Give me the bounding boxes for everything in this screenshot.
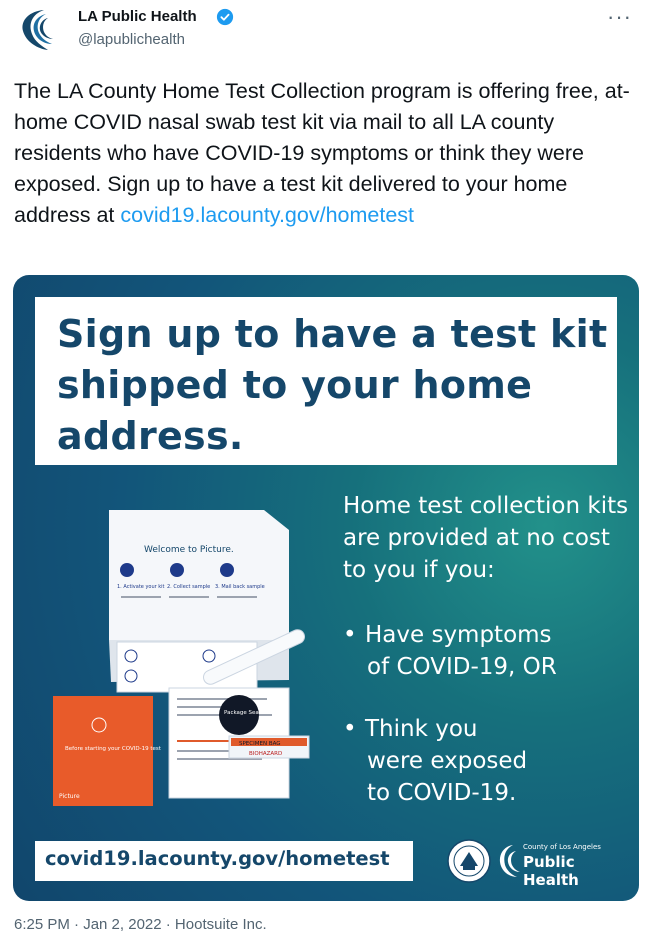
kit-step1: 1. Activate your kit	[117, 584, 165, 590]
headline-box	[35, 297, 617, 465]
kit-specimen: SPECIMEN BAG	[239, 741, 281, 747]
tweet-text: The LA County Home Test Collection program is offering free, at-home COVID nasal swab test kit via mail to all LA county residents who have COVID-19 symptoms or think they were exposed. Sign up to have a test kit delivered to your home address at	[14, 79, 630, 227]
logo-small-text: County of Los Angeles	[523, 843, 601, 851]
bullet2-line2: were exposed	[367, 748, 528, 774]
url-box	[35, 841, 413, 881]
bullet1-line2: of COVID-19, OR	[367, 654, 557, 680]
logo-big-text: Public Health	[523, 853, 579, 889]
account-name[interactable]: LA Public Health	[78, 8, 197, 25]
test-kit-illustration	[49, 500, 319, 820]
bullet-exposed	[343, 713, 633, 809]
verified-badge-icon	[216, 8, 234, 26]
kit-brand: Picture	[59, 793, 80, 800]
lacounty-logo-icon[interactable]	[14, 6, 62, 54]
headline-text: Sign up to have a test kit shipped to your home address.	[57, 312, 608, 458]
bullet-marker: •	[343, 622, 357, 648]
tweet-media-image[interactable]	[13, 275, 639, 901]
public-health-logo	[499, 841, 624, 889]
tweet-body	[14, 76, 634, 231]
kit-seal: Package Seal	[224, 710, 261, 716]
bullet-marker: •	[343, 716, 357, 742]
info-text: Home test collection kits are provided at no cost to you if you:	[343, 493, 629, 583]
bullet-symptoms	[343, 619, 633, 683]
tweet-header	[0, 0, 650, 70]
account-handle[interactable]: @lapublichealth	[78, 31, 185, 48]
tweet-timestamp[interactable]: 6:25 PM · Jan 2, 2022 · Hootsuite Inc.	[14, 916, 267, 933]
kit-welcome: Welcome to Picture.	[144, 545, 234, 555]
public-health-mark-icon	[499, 843, 521, 879]
kit-card: Before starting your COVID-19 test	[65, 746, 161, 752]
kit-biohazard: BIOHAZARD	[249, 751, 283, 757]
county-seal-icon	[446, 838, 492, 884]
kit-step3: 3. Mail back sample	[215, 584, 265, 590]
kit-step2: 2. Collect sample	[167, 584, 211, 590]
bullet2-line1: Think you	[365, 716, 478, 742]
bullet1-line1: Have symptoms	[365, 622, 552, 648]
tweet-link[interactable]: covid19.lacounty.gov/hometest	[120, 203, 414, 227]
more-horizontal-icon[interactable]: ···	[607, 4, 632, 29]
bullet2-line3: to COVID-19.	[367, 780, 517, 806]
image-url-text: covid19.lacounty.gov/hometest	[45, 847, 390, 870]
